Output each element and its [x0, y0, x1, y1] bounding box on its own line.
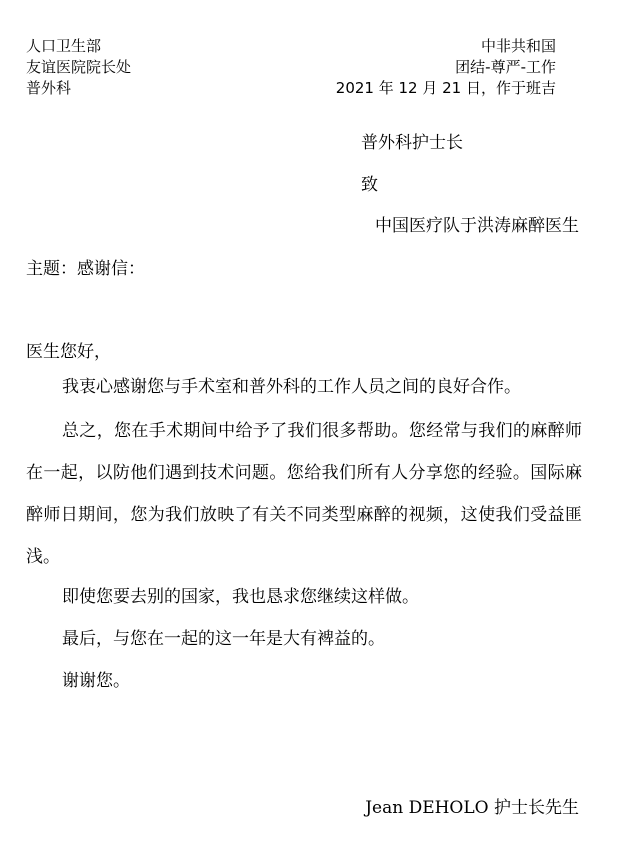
- country-name: 中非共和国: [480, 37, 556, 55]
- signature: Jean DEHOLO 护士长先生: [365, 798, 579, 818]
- letter-greeting: 医生您好，: [26, 342, 111, 362]
- country-block: [336, 36, 556, 99]
- body-paragraph-closing: 最后，与您在一起的这一年是大有裨益的。: [62, 629, 385, 649]
- body-paragraph-thanks: 我衷心感谢您与手术室和普外科的工作人员之间的良好合作。: [62, 377, 521, 397]
- sender-department: 普外科: [26, 79, 72, 97]
- body-paragraph-request: 即使您要去别的国家，我也恳求您继续这样做。: [62, 587, 419, 607]
- to-word: 致: [361, 175, 378, 195]
- body-paragraph-thank-you: 谢谢您。: [62, 671, 130, 691]
- sender-ministry: 人口卫生部: [26, 37, 102, 55]
- body-paragraph-help: 总之，您在手术期间中给予了我们很多帮助。您经常与我们的麻醉师在一起，以防他们遇到技术问题。您给我们所有人分享您的经验。国际麻醉师日期间，您为我们放映了有关不同类型麻醉的视频，这使我们受益匪浅。: [26, 421, 582, 567]
- letter-subject: 主题：感谢信：: [26, 259, 145, 279]
- sender-block: [26, 36, 131, 99]
- from-title: 普外科护士长: [361, 133, 463, 153]
- letter-date-place: 2021 年 12 月 21 日，作于班吉: [335, 79, 556, 97]
- country-motto: 团结-尊严-工作: [455, 58, 556, 76]
- sender-hospital-office: 友谊医院院长处: [26, 58, 132, 76]
- recipient-name: 中国医疗队于洪涛麻醉医生: [375, 216, 579, 236]
